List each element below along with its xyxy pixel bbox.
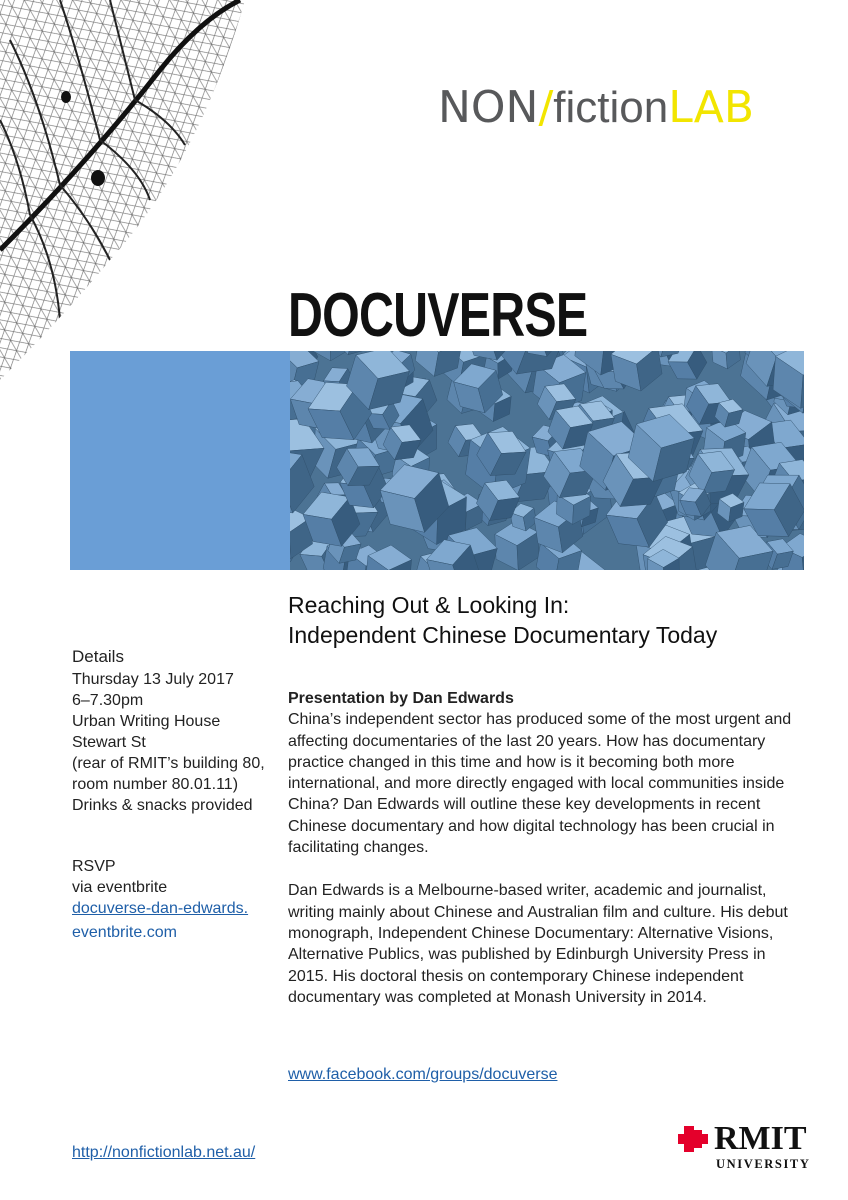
details-line: Thursday 13 July 2017 xyxy=(72,671,234,688)
presentation-description xyxy=(288,688,808,1008)
details-line: (rear of RMIT’s building 80, xyxy=(72,755,265,772)
blue-color-band xyxy=(70,351,290,570)
details-line: room number 80.01.11) xyxy=(72,776,239,793)
event-details xyxy=(72,646,272,816)
details-heading: Details xyxy=(72,647,124,666)
rmit-pixel-icon xyxy=(678,1126,712,1156)
rsvp-via: via eventbrite xyxy=(72,879,168,896)
eventbrite-link[interactable] xyxy=(72,900,248,941)
website-link[interactable]: http://nonfictionlab.net.au/ xyxy=(72,1144,256,1161)
details-line: Urban Writing House xyxy=(72,713,221,730)
details-line: Stewart St xyxy=(72,734,146,751)
facebook-group-link[interactable]: www.facebook.com/groups/docuverse xyxy=(288,1066,558,1083)
rsvp-block xyxy=(72,856,272,943)
logo-fiction: fiction xyxy=(553,83,669,132)
details-line: 6–7.30pm xyxy=(72,692,144,709)
eventbrite-link-line-2: eventbrite.com xyxy=(72,924,177,941)
presenter-heading: Presentation by Dan Edwards xyxy=(288,690,514,707)
leaf-skeleton-illustration xyxy=(0,0,300,380)
logo-lab: LAB xyxy=(668,82,755,133)
bio-paragraph: Dan Edwards is a Melbourne-based writer, academic and journalist, writing mainly about Chinese and Australian film and culture. His debut monograph, Independent Chinese Documentary: Alternative Visions, Alternative Publics, was published by Edinburgh University Press in 2015. His doctoral thesis on contemporary Chinese independent documentary was completed at Monash University in 2014. xyxy=(288,882,788,1006)
event-subtitle xyxy=(288,590,717,650)
cubes-hero-image xyxy=(290,351,804,570)
cube-shape xyxy=(711,351,741,370)
subtitle-line-1: Reaching Out & Looking In: xyxy=(288,592,570,618)
abstract-paragraph: China’s independent sector has produced some of the most urgent and affecting documentaries of the last 20 years. How has documentary practice changed in this time and how is it becoming both more international, and more directly engaged with local communities inside China? Dan Edwards will outline these key developments in recent Chinese documentary and how digital technology has been crucial in facilitating changes. xyxy=(288,711,792,857)
details-line: Drinks & snacks provided xyxy=(72,797,253,814)
rmit-name: RMIT xyxy=(714,1120,807,1157)
nonfictionlab-logo xyxy=(438,82,754,133)
logo-non: NON xyxy=(438,82,539,133)
page-title: DOCUVERSE xyxy=(288,281,588,350)
rmit-logo xyxy=(678,1120,818,1176)
subtitle-line-2: Independent Chinese Documentary Today xyxy=(288,622,718,648)
rsvp-heading: RSVP xyxy=(72,858,116,875)
logo-slash: / xyxy=(538,82,554,133)
rmit-university: UNIVERSITY xyxy=(716,1157,811,1171)
cube-shape xyxy=(364,543,412,570)
eventbrite-link-line-1: docuverse-dan-edwards. xyxy=(72,900,249,917)
